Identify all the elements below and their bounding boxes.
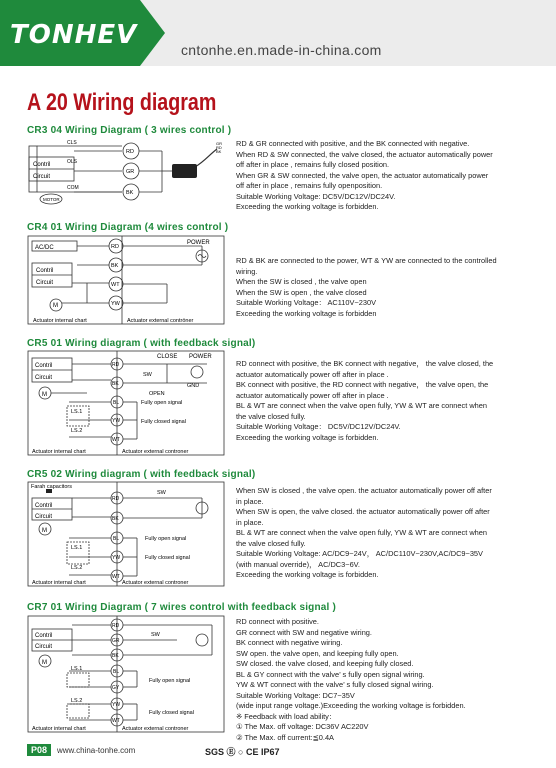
label-internal-chart: Actuator internal chart <box>33 318 87 324</box>
desc-line: ※ Feedback with load ability： <box>236 711 337 721</box>
label-sw: SW <box>143 372 152 378</box>
section-desc-cr401 <box>236 256 536 319</box>
desc-line: Exceeding the working voltage is forbidden. <box>236 202 379 211</box>
desc-line: YW & WT connect with the valve’ s fully closed signal wiring. <box>236 680 434 689</box>
label-circuit: Circuit <box>35 514 53 520</box>
label-cls: CLS <box>67 140 77 146</box>
motor-symbol: M <box>42 660 47 666</box>
desc-line: (wide input range voltage.)Exceeding the working voltage is forbidden. <box>236 701 466 710</box>
terminal-yw: YW <box>111 301 120 307</box>
label-ols: OLS <box>67 159 78 165</box>
label-fully-closed: Fully closed signal <box>149 710 194 716</box>
motor-symbol: M <box>42 392 47 398</box>
terminal-bk: BK <box>112 516 119 522</box>
desc-line: the valve closed fully. <box>236 411 306 421</box>
label-ls2: LS.2 <box>71 565 83 571</box>
motor-symbol: M <box>42 528 47 534</box>
terminal-bk: BK <box>112 653 119 659</box>
terminal-yw: YW <box>112 555 121 561</box>
certification-marks: SGS Ⓔ ○ CE IP67 <box>205 747 280 757</box>
desc-line: Suitable Working Voltage: AC/DC9~24V， AC/DC110V~230V,AC/DC9~35V <box>236 549 483 558</box>
page-header <box>0 0 556 66</box>
section-desc-cr701 <box>236 617 536 743</box>
label-external-controller: Actuator external controner <box>122 580 189 586</box>
desc-line: Suitable Working Voltage: DC7~35V <box>236 690 355 700</box>
desc-line: in place. <box>236 496 264 506</box>
desc-line: When the SW is open , the valve closed <box>236 287 367 297</box>
terminal-rd: RD <box>112 623 120 629</box>
terminal-rd: RD <box>112 362 120 368</box>
terminal-wt: WT <box>111 282 120 288</box>
desc-line: ② The Max. off current:≦0.4A <box>236 732 334 742</box>
terminal-bl: BL <box>113 400 120 406</box>
terminal-gy: GY <box>112 685 120 691</box>
page-number: P08 <box>27 744 51 756</box>
desc-line: When RD & SW connected, the valve closed, the actuator automatically power <box>236 149 493 159</box>
desc-line: Exceeding the working voltage is forbidden. <box>236 432 379 442</box>
label-contril: Contril <box>33 162 51 168</box>
label-fully-open: Fully open signal <box>149 678 191 684</box>
label-circuit: Circuit <box>35 644 53 650</box>
page-title: A 20 Wiring diagram <box>27 89 217 116</box>
terminal-bk: BK <box>112 381 119 387</box>
section-title-cr701: CR7 01 Wiring Diagram ( 7 wires control with feedback signal ) <box>27 602 337 613</box>
desc-line: wiring. <box>236 266 258 276</box>
terminal-wt: WT <box>112 574 120 580</box>
label-external-controller: Actuator external contröner <box>127 318 194 324</box>
terminal-gr: GR <box>126 169 135 175</box>
section-desc-cr304 <box>236 139 536 213</box>
desc-line: in place. <box>236 517 264 527</box>
label-ls1: LS.1 <box>71 409 83 415</box>
label-motor: MOTOR <box>43 197 60 202</box>
label-internal-chart: Actuator internal chart <box>32 449 86 455</box>
label-acdc: AC/DC <box>35 245 54 251</box>
terminal-bk: BK <box>126 190 134 196</box>
wiring-diagram-cr304 <box>27 137 227 207</box>
desc-line: Suitable Working Voltage： AC110V~230V <box>236 298 377 307</box>
desc-line: RD & GR connected with positive, and the BK connected with negative. <box>236 139 470 148</box>
label-power: POWER <box>187 240 210 246</box>
desc-line: GR connect with SW and negative wiring. <box>236 627 372 637</box>
section-title-cr502: CR5 02 Wiring diagram ( with feedback signal) <box>27 469 256 480</box>
wire-tag-rd: RD <box>216 145 222 150</box>
desc-line: BL & WT are connect when the valve open fully, YW & WT are connect when <box>236 528 487 537</box>
label-contril: Contril <box>35 503 53 509</box>
desc-line: BL & WT are connect when the valve open fully, YW & WT are connect when <box>236 401 487 410</box>
desc-line: BK connect with positive, the RD connect with negative， the valve open, the <box>236 380 489 389</box>
label-fully-open: Fully open signal <box>141 400 183 406</box>
label-fully-open: Fully open signal <box>145 536 187 542</box>
desc-line: BL & GY connect with the valve’ s fully open signal wiring. <box>236 669 425 679</box>
label-sw: SW <box>157 490 166 496</box>
label-close: CLOSE <box>157 354 178 360</box>
desc-line: actuator automatically power off after in place . <box>236 369 389 379</box>
terminal-rd: RD <box>111 244 119 250</box>
page-footer <box>27 744 527 758</box>
terminal-rd: RD <box>126 149 134 155</box>
wire-tag-gr: GR <box>216 141 222 146</box>
desc-line: off after in place , remains fully closed position. <box>236 160 390 169</box>
label-contril: Contril <box>35 363 53 369</box>
terminal-rd: RD <box>112 496 120 502</box>
label-ls1: LS.1 <box>71 666 83 672</box>
desc-line: RD connect with positive. <box>236 617 319 626</box>
label-power: POWER <box>189 354 212 360</box>
desc-line: off after in place , remains fully openposition. <box>236 181 383 190</box>
terminal-bl: BL <box>113 536 120 542</box>
label-ls2: LS.2 <box>71 698 83 704</box>
label-com: COM <box>67 185 79 191</box>
desc-line: When SW is open, the valve closed. the actuator automatically power off after <box>236 507 490 516</box>
label-farah-capacitors: Farah capacitors <box>31 484 72 490</box>
desc-line: actuator automatically power off after in place . <box>236 390 389 400</box>
label-ls1: LS.1 <box>71 545 83 551</box>
desc-line: Exceeding the working voltage is forbidden. <box>236 570 379 579</box>
footer-url: www.china-tonhe.com <box>57 746 136 755</box>
terminal-wt: WT <box>112 718 120 724</box>
label-open: OPEN <box>149 391 165 397</box>
label-internal-chart: Actuator internal chart <box>32 580 86 586</box>
label-circuit: Circuit <box>36 280 54 286</box>
section-desc-cr502 <box>236 486 536 581</box>
terminal-wt: WT <box>112 437 120 443</box>
terminal-yw: YW <box>112 418 121 424</box>
desc-line: Suitable Working Voltage： DC5V/DC12V/DC24V. <box>236 422 401 431</box>
terminal-bl: BL <box>113 669 120 675</box>
label-ls2: LS.2 <box>71 428 83 434</box>
desc-line: When SW is closed , the valve open. the actuator automatically power off after <box>236 486 492 495</box>
motor-symbol: M <box>53 303 58 309</box>
label-sw: SW <box>151 632 160 638</box>
desc-line: When the SW is closed , the valve open <box>236 277 367 286</box>
label-contril: Contril <box>36 268 54 274</box>
wiring-diagram-cr701 <box>27 615 227 735</box>
desc-line: Suitable Working Voltage: DC5V/DC12V/DC24V. <box>236 191 396 201</box>
section-title-cr304: CR3 04 Wiring Diagram ( 3 wires control ) <box>27 125 232 136</box>
label-fully-closed: Fully closed signal <box>145 555 190 561</box>
wiring-diagram-cr501 <box>27 350 227 458</box>
label-internal-chart: Actuator internal chart <box>32 726 86 732</box>
desc-line: Exceeding the working voltage is forbidden <box>236 308 377 318</box>
label-circuit: Circuit <box>35 375 53 381</box>
desc-line: RD connect with positive, the BK connect with negative， the valve closed, the <box>236 359 494 368</box>
section-title-cr501: CR5 01 Wiring diagram ( with feedback signal) <box>27 338 256 349</box>
desc-line: (with manual override)， AC/DC3~6V. <box>236 559 360 569</box>
section-title-cr401: CR4 01 Wiring Diagram (4 wires control ) <box>27 222 229 233</box>
terminal-yw: YW <box>112 702 121 708</box>
label-external-controller: Actuator external controner <box>122 726 189 732</box>
desc-line: When GR & SW connected, the valve open, the actuator automatically power <box>236 170 489 180</box>
terminal-bk: BK <box>111 263 119 269</box>
label-external-controller: Actuator external controner <box>122 449 189 455</box>
label-contril: Contril <box>35 633 53 639</box>
section-desc-cr501 <box>236 359 536 443</box>
wiring-diagram-cr502 <box>27 481 227 589</box>
desc-line: the valve closed fully. <box>236 538 306 548</box>
desc-line: SW open. the valve open, and keeping fully open. <box>236 648 399 658</box>
label-gnd: GND <box>187 383 200 389</box>
terminal-gr: GR <box>112 638 120 644</box>
label-fully-closed: Fully closed signal <box>141 419 186 425</box>
wiring-diagram-cr401 <box>27 235 227 327</box>
label-circuit: Circuit <box>33 174 51 180</box>
desc-line: BK connect with negative wiring. <box>236 638 343 647</box>
desc-line: ① The Max. off voltage: DC36V AC220V <box>236 722 369 731</box>
brand-logo: TONHEV <box>10 20 138 50</box>
desc-line: RD & BK are connected to the power, WT & YW are connected to the controlled <box>236 256 497 265</box>
desc-line: SW closed. the valve closed, and keeping fully closed. <box>236 659 414 668</box>
wire-tag-bk: BK <box>216 149 222 154</box>
site-url: cntonhe.en.made-in-china.com <box>181 42 382 58</box>
